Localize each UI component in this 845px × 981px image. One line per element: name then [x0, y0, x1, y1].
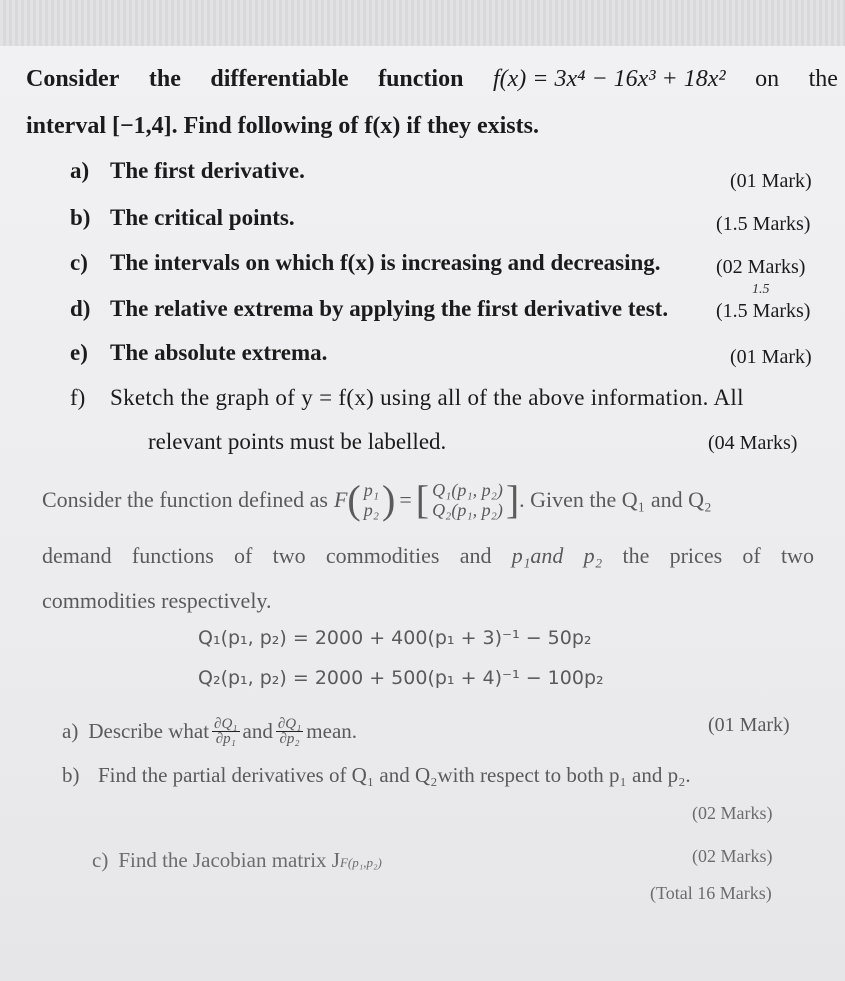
q2-Q1-entry: Q₁(p₁, p₂): [432, 480, 503, 500]
q2-word: prices: [669, 543, 723, 568]
q2-part-b-label: b): [62, 763, 80, 787]
q1-part-e-label: e): [70, 340, 88, 365]
q2-part-a: [62, 709, 357, 753]
q2-word: of: [234, 543, 253, 568]
q2-part-b-text: Find the partial derivatives of Q₁ and Q₂with respect to both p₁ and p₂.: [98, 763, 691, 787]
q1-function: f(x) = 3x⁴ − 16x³ + 18x²: [492, 66, 726, 92]
q2-part-c-text: Find the Jacobian matrix J: [118, 848, 340, 872]
q1-word: Consider: [26, 66, 120, 92]
q2-intro-suffix: . Given the Q₁ and Q₂: [519, 487, 712, 512]
q2-p1: p₁: [363, 480, 379, 500]
q1-part-c-text: The intervals on which f(x) is increasing and decreasing.: [110, 250, 661, 275]
q2-word: p₂: [583, 543, 603, 568]
q1-intro-line2: interval [−1,4]. Find following of f(x) if they exists.: [26, 113, 539, 139]
q2-intro-line1: [42, 470, 712, 530]
q2-word: functions: [131, 543, 214, 568]
q2-equation-1: Q₁(p₁, p₂) = 2000 + 400(p₁ + 3)⁻¹ − 50p₂: [198, 627, 592, 649]
q2-function-F: F: [333, 487, 348, 512]
q1-part-f-text2: relevant points must be labelled.: [148, 429, 447, 454]
q2-line3: commodities respectively.: [42, 588, 272, 613]
q2-right-bracket: ]: [505, 477, 520, 522]
q1-part-f-marks: (04 Marks): [708, 432, 798, 454]
q1-part-d-label: d): [70, 296, 91, 321]
q1-word: on: [755, 66, 780, 92]
q2-word: p₁and: [511, 543, 564, 568]
q2-part-a-marks: (01 Mark): [708, 714, 790, 736]
q2-equals: =: [399, 487, 412, 512]
q2-part-a-text2: mean.: [306, 718, 358, 743]
q1-word: differentiable: [210, 66, 349, 92]
q1-part-e-text: The absolute extrema.: [110, 340, 328, 365]
q2-p2: p₂: [363, 500, 379, 520]
q2-total-marks: (Total 16 Marks): [650, 883, 772, 903]
q2-part-c-subscript: F(p₁,p₂): [339, 855, 382, 870]
q2-intro-prefix: Consider the function defined as: [42, 487, 328, 512]
q1-part-b-marks: (1.5 Marks): [716, 213, 811, 235]
frac-denominator: ∂p₁: [215, 730, 236, 747]
q2-word: and: [459, 543, 492, 568]
q1-part-c-marks: (02 Marks): [716, 256, 806, 278]
top-page-band: [0, 0, 845, 47]
q1-part-c-label: c): [70, 250, 88, 275]
frac-numerator: ∂Q₁: [214, 715, 238, 732]
q2-partial-dq1-dp1: [212, 717, 239, 746]
handwritten-note: 1.5: [752, 282, 770, 297]
q1-word: the: [148, 66, 181, 92]
frac-numerator: ∂Q₁: [277, 715, 302, 732]
q2-word: commodities: [325, 543, 440, 568]
q1-part-a-text: The first derivative.: [110, 158, 305, 183]
frac-denominator: ∂p₂: [279, 730, 300, 747]
q2-left-bracket: [: [415, 477, 430, 522]
q2-word: demand: [42, 543, 112, 568]
q2-part-a-text1: Describe what: [88, 718, 210, 743]
q2-partial-dq1-dp2: [276, 717, 303, 746]
q1-part-a-label: a): [70, 158, 90, 183]
q2-word: the: [622, 543, 650, 568]
q2-equation-2: Q₂(p₁, p₂) = 2000 + 500(p₁ + 4)⁻¹ − 100p₂: [198, 667, 604, 689]
q1-part-f-text: Sketch the graph of y = f(x) using all of the above information. All: [110, 385, 744, 410]
q2-word: of: [742, 543, 761, 568]
q2-demand-vector: [429, 480, 506, 520]
q2-part-b-marks: (02 Marks): [692, 803, 773, 823]
q1-part-e-marks: (01 Mark): [730, 346, 812, 368]
q1-part-d-marks: (1.5 Marks): [716, 300, 811, 322]
q2-left-paren: (: [347, 477, 361, 522]
q1-part-d-text: The relative extrema by applying the first derivative test.: [110, 296, 669, 321]
q2-part-a-and: and: [242, 718, 273, 743]
q1-part-a-marks: (01 Mark): [730, 170, 812, 192]
q2-part-c-label: c): [92, 848, 109, 872]
q2-Q2-entry: Q₂(p₁, p₂): [432, 500, 503, 520]
q2-line2: [42, 543, 814, 569]
q2-price-vector: [361, 480, 382, 520]
q1-part-b-label: b): [70, 205, 91, 230]
q1-word: function: [378, 66, 464, 92]
q2-right-paren: ): [381, 477, 396, 522]
q2-part-c: [92, 848, 382, 873]
q2-word: two: [272, 543, 306, 568]
q1-part-b-text: The critical points.: [110, 205, 295, 230]
q1-part-f-label: f): [70, 385, 86, 410]
q2-word: two: [780, 543, 814, 568]
q1-word: the: [808, 66, 838, 92]
q2-part-c-marks: (02 Marks): [692, 846, 773, 866]
q2-part-a-label: a): [62, 718, 79, 743]
q1-intro-line1: [26, 66, 838, 93]
